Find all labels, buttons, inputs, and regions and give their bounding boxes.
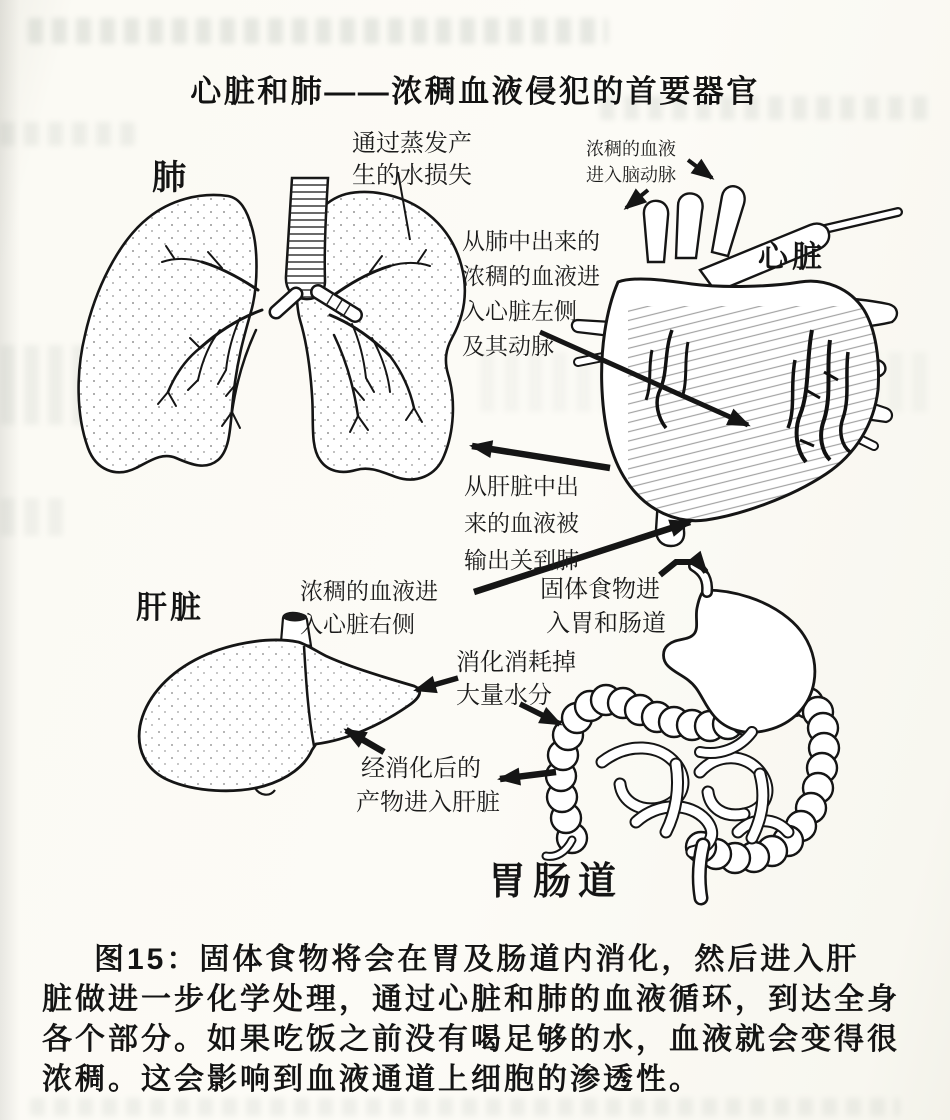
annotation-liver-to-lung — [464, 468, 579, 579]
annotation-line: 入心脏右侧 — [300, 611, 415, 637]
annotation-line: 产物进入肝脏 — [356, 789, 500, 816]
annotation-line: 浓稠的血液进 — [300, 578, 438, 604]
label-gi-tract: 胃肠道 — [488, 861, 624, 903]
caption-line: 脏做进一步化学处理，通过心脏和肺的血液循环，到达全身 — [42, 983, 900, 1016]
label-liver: 肝脏 — [136, 590, 204, 625]
annotation-line: 进入脑动脉 — [586, 165, 676, 185]
label-lung: 肺 — [152, 159, 186, 197]
label-heart: 心脏 — [758, 241, 826, 274]
annotation-lung-to-heart — [462, 224, 600, 364]
annotation-line: 浓稠的血液 — [586, 139, 676, 159]
figure-caption — [42, 940, 932, 1100]
annotation-line: 从肺中出来的 — [462, 228, 600, 254]
annotation-brain-artery — [586, 136, 676, 188]
annotation-line: 来的血液被 — [464, 510, 579, 536]
annotation-line: 输出关到肺 — [464, 547, 579, 573]
annotation-line: 及其动脉 — [462, 333, 554, 359]
annotation-line: 大量水分 — [456, 682, 552, 709]
annotation-line: 消化消耗掉 — [456, 649, 576, 676]
annotation-line: 固体食物进 — [540, 576, 660, 603]
annotation-line: 从肝脏中出 — [464, 473, 579, 499]
annotation-line: 浓稠的血液进 — [462, 263, 600, 289]
annotation-digested-products — [356, 752, 500, 820]
annotation-line: 入胃和肠道 — [546, 610, 666, 637]
caption-line: 各个部分。如果吃饭之前没有喝足够的水，血液就会变得很 — [42, 1023, 900, 1056]
caption-line: 浓稠。这会影响到血液通道上细胞的渗透性。 — [42, 1063, 702, 1096]
figure-title: 心脏和肺——浓稠血液侵犯的首要器官 — [190, 74, 760, 109]
annotation-line: 生的水损失 — [352, 162, 472, 189]
caption-line: 图15：固体食物将会在胃及肠道内消化，然后进入肝 — [94, 943, 860, 976]
arrow-brain-artery-left — [626, 190, 648, 208]
arrow-products-to-liver — [346, 730, 384, 752]
annotation-evaporation — [352, 128, 472, 192]
arrow-digestion-to-liver — [416, 678, 458, 690]
arrow-heart-to-lung — [472, 446, 610, 468]
annotation-solid-food — [540, 573, 666, 641]
annotation-to-right-heart — [300, 575, 438, 641]
annotation-digestion-water — [456, 646, 576, 712]
annotation-line: 通过蒸发产 — [352, 130, 472, 157]
annotation-line: 入心脏左侧 — [462, 298, 577, 324]
annotation-line: 经消化后的 — [361, 755, 481, 782]
arrow-brain-artery-right — [688, 160, 712, 178]
